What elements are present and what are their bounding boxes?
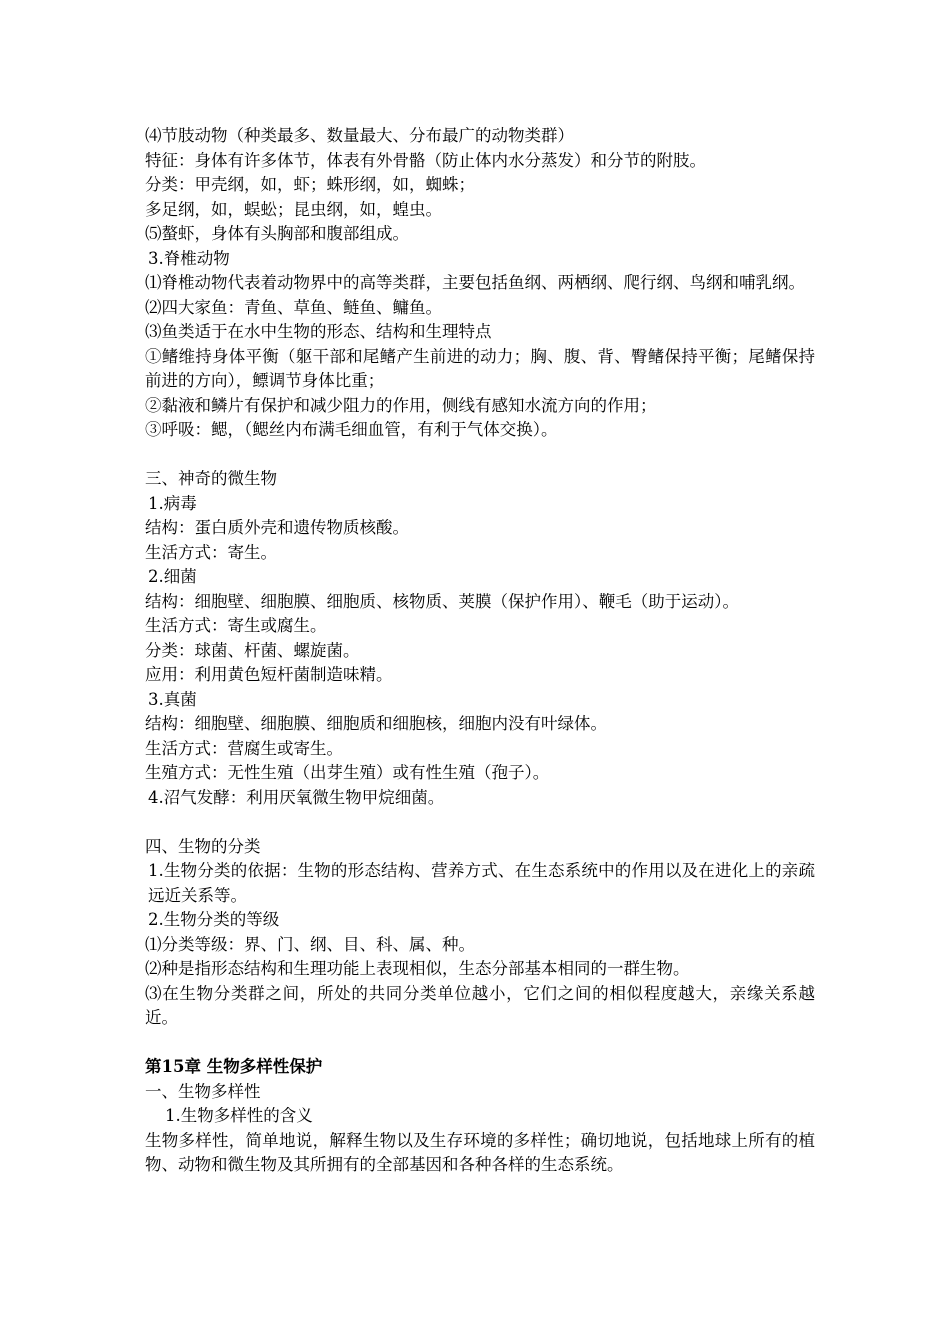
blank-line — [145, 443, 815, 468]
text-line: 应用：利用黄色短杆菌制造味精。 — [145, 665, 393, 684]
text-line: 结构：蛋白质外壳和遗传物质核酸。 — [145, 518, 409, 537]
text-line: 生活方式：寄生或腐生。 — [145, 616, 327, 635]
text-line: 生殖方式：无性生殖（出芽生殖）或有性生殖（孢子）。 — [145, 763, 550, 782]
text-line: ⑸螯虾，身体有头胸部和腹部组成。 — [145, 224, 409, 243]
text-line: ⑴分类等级：界、门、纲、目、科、属、种。 — [145, 934, 475, 954]
text-line: 多足纲，如，蜈蚣；昆虫纲，如，蝗虫。 — [145, 199, 442, 219]
text-line: 结构：细胞壁、细胞膜、细胞质和细胞核，细胞内没有叶绿体。 — [145, 714, 607, 733]
subsection-heading: 3.真菌 — [148, 689, 197, 709]
text-line: 分类：球菌、杆菌、螺旋菌。 — [145, 640, 360, 660]
text-paragraph: ⑴脊椎动物代表着动物界中的高等类群，主要包括鱼纲、两栖纲、爬行纲、鸟纲和哺乳纲。 — [145, 273, 805, 292]
text-paragraph: ⑶在生物分类群之间，所处的共同分类单位越小，它们之间的相似程度越大，亲缘关系越近。 — [145, 983, 815, 1027]
text-line: ③呼吸：鳃，（鳃丝内布满毛细血管，有利于气体交换）。 — [145, 420, 558, 439]
subsection-heading: 1.病毒 — [148, 493, 197, 513]
blank-line — [145, 1031, 815, 1056]
text-line: 特征：身体有许多体节，体表有外骨骼（防止体内水分蒸发）和分节的附肢。 — [145, 150, 706, 170]
document-page — [145, 124, 815, 1178]
subsection-heading: 3.脊椎动物 — [148, 248, 230, 268]
text-line: ⑵四大家鱼：青鱼、草鱼、鲢鱼、鳙鱼。 — [145, 297, 442, 317]
subsection-heading: 2.细菌 — [148, 567, 197, 586]
subsection-heading: 2.生物分类的等级 — [148, 910, 280, 929]
text-line: ⑷节肢动物（种类最多、数量最大、分布最广的动物类群） — [145, 126, 574, 145]
text-paragraph: ①鳍维持身体平衡（躯干部和尾鳍产生前进的动力；胸、腹、背、臀鳍保持平衡；尾鳍保持前进的方向），鳔调节身体比重； — [145, 346, 815, 390]
blank-line — [145, 810, 815, 835]
text-line: 分类：甲壳纲，如，虾；蛛形纲，如，蜘蛛； — [145, 175, 475, 194]
text-paragraph: 1.生物分类的依据：生物的形态结构、营养方式、在生态系统中的作用以及在进化上的亲疏远近关系等。 — [148, 861, 815, 905]
text-line: 生活方式：寄生。 — [145, 542, 277, 562]
text-line: ⑶鱼类适于在水中生物的形态、结构和生理特点 — [145, 322, 492, 341]
section-heading: 四、生物的分类 — [145, 836, 261, 856]
text-line: ②黏液和鳞片有保护和减少阻力的作用，侧线有感知水流方向的作用； — [145, 395, 657, 415]
text-line: 4.沼气发酵：利用厌氧微生物甲烷细菌。 — [148, 787, 445, 807]
text-paragraph: 生物多样性，简单地说，解释生物以及生存环境的多样性；确切地说，包括地球上所有的植物、动物和微生物及其所拥有的全部基因和各种各样的生态系统。 — [145, 1130, 815, 1174]
text-line: ⑵种是指形态结构和生理功能上表现相似，生态分部基本相同的一群生物。 — [145, 959, 690, 978]
section-heading: 一、生物多样性 — [145, 1081, 261, 1101]
section-heading: 三、神奇的微生物 — [145, 469, 277, 488]
subsection-heading: 1.生物多样性的含义 — [165, 1106, 313, 1125]
chapter-title: 第15章 生物多样性保护 — [145, 1057, 323, 1076]
text-line: 生活方式：营腐生或寄生。 — [145, 738, 343, 758]
text-line: 结构：细胞壁、细胞膜、细胞质、核物质、荚膜（保护作用）、鞭毛（助于运动）。 — [145, 591, 739, 611]
